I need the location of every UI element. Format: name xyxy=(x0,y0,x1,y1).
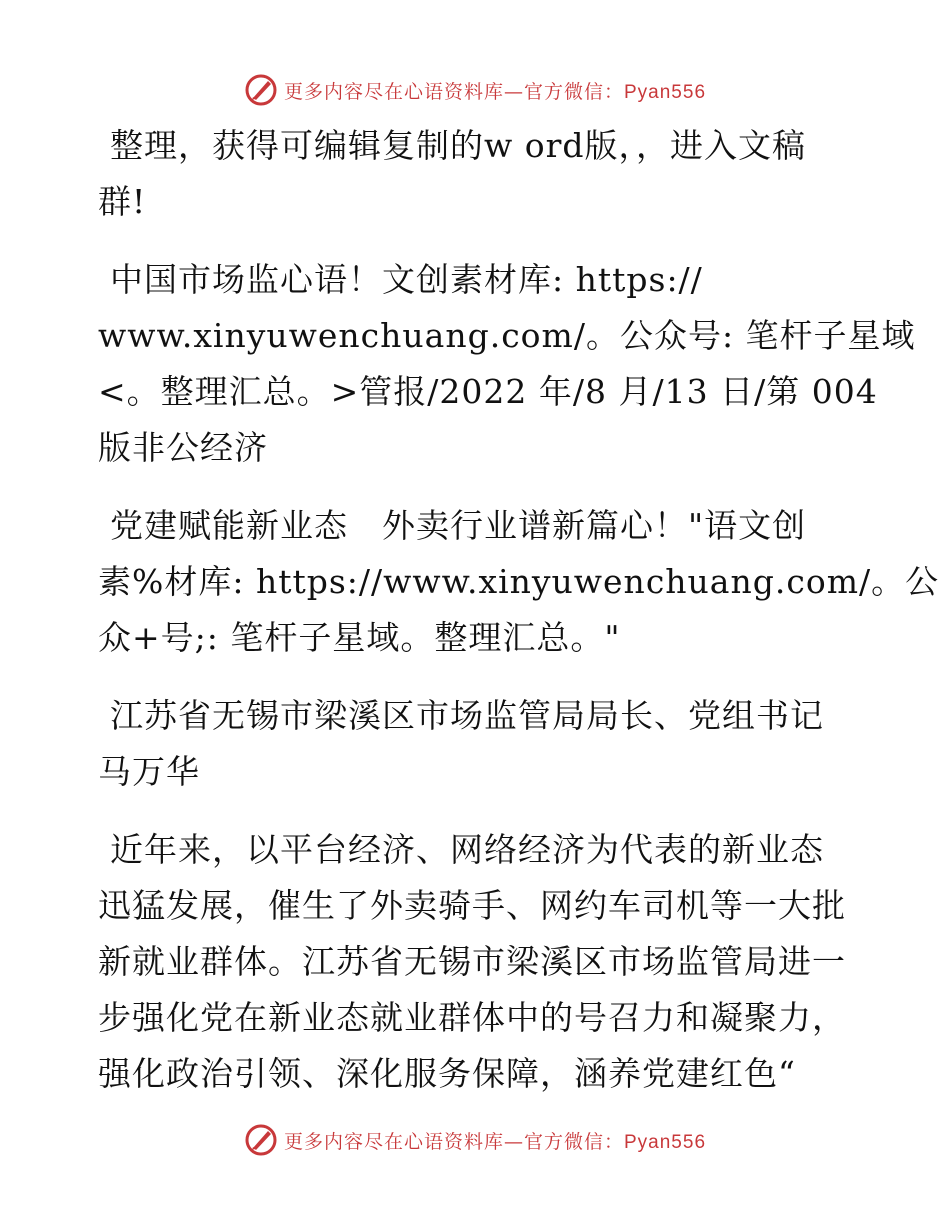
quill-logo-icon xyxy=(244,73,278,107)
text-line: 马万华 xyxy=(98,752,200,791)
text-line: 中国市场监心语！文创素材库: https:// xyxy=(110,260,703,299)
paragraph-1 xyxy=(98,118,858,230)
text-line: 新就业群体。江苏省无锡市梁溪区市场监管局进一 xyxy=(98,942,846,981)
text-line: 强化政治引领、深化服务保障，涵养党建红色“ xyxy=(98,1054,796,1093)
paragraph-2 xyxy=(98,252,916,476)
text-line: 近年来，以平台经济、网络经济为代表的新业态 xyxy=(110,830,824,869)
text-line: 版非公经济 xyxy=(98,428,268,467)
paragraph-3 xyxy=(98,498,940,666)
quill-logo-icon xyxy=(244,1123,278,1157)
text-line: 众+号;: 笔杆子星域。整理汇总。" xyxy=(98,618,621,657)
header-watermark xyxy=(0,70,950,110)
text-line: 步强化党在新业态就业群体中的号召力和凝聚力， xyxy=(98,998,846,1037)
text-line: 素%材库: https://www.xinyuwenchuang.com/。公 xyxy=(98,562,940,601)
text-line: 江苏省无锡市梁溪区市场监管局局长、党组书记 xyxy=(110,696,824,735)
paragraph-5 xyxy=(98,822,858,1102)
document-body xyxy=(98,118,940,1124)
text-line: 迅猛发展，催生了外卖骑手、网约车司机等一大批 xyxy=(98,886,846,925)
footer-watermark xyxy=(0,1120,950,1160)
watermark-text: 更多内容尽在心语资料库—官方微信：Pyan556 xyxy=(283,80,707,103)
text-line: <。整理汇总。>管报/2022 年/8 月/13 日/第 004 xyxy=(98,372,878,411)
text-line: 群! xyxy=(98,182,147,221)
text-line: 整理，获得可编辑复制的w ord版，，进入文稿 xyxy=(110,126,807,165)
paragraph-4 xyxy=(98,688,858,800)
text-line: www.xinyuwenchuang.com/。公众号: 笔杆子星域 xyxy=(98,316,916,355)
text-line: 党建赋能新业态 外卖行业谱新篇心！"语文创 xyxy=(110,506,807,545)
watermark-text: 更多内容尽在心语资料库—官方微信：Pyan556 xyxy=(283,1130,707,1153)
